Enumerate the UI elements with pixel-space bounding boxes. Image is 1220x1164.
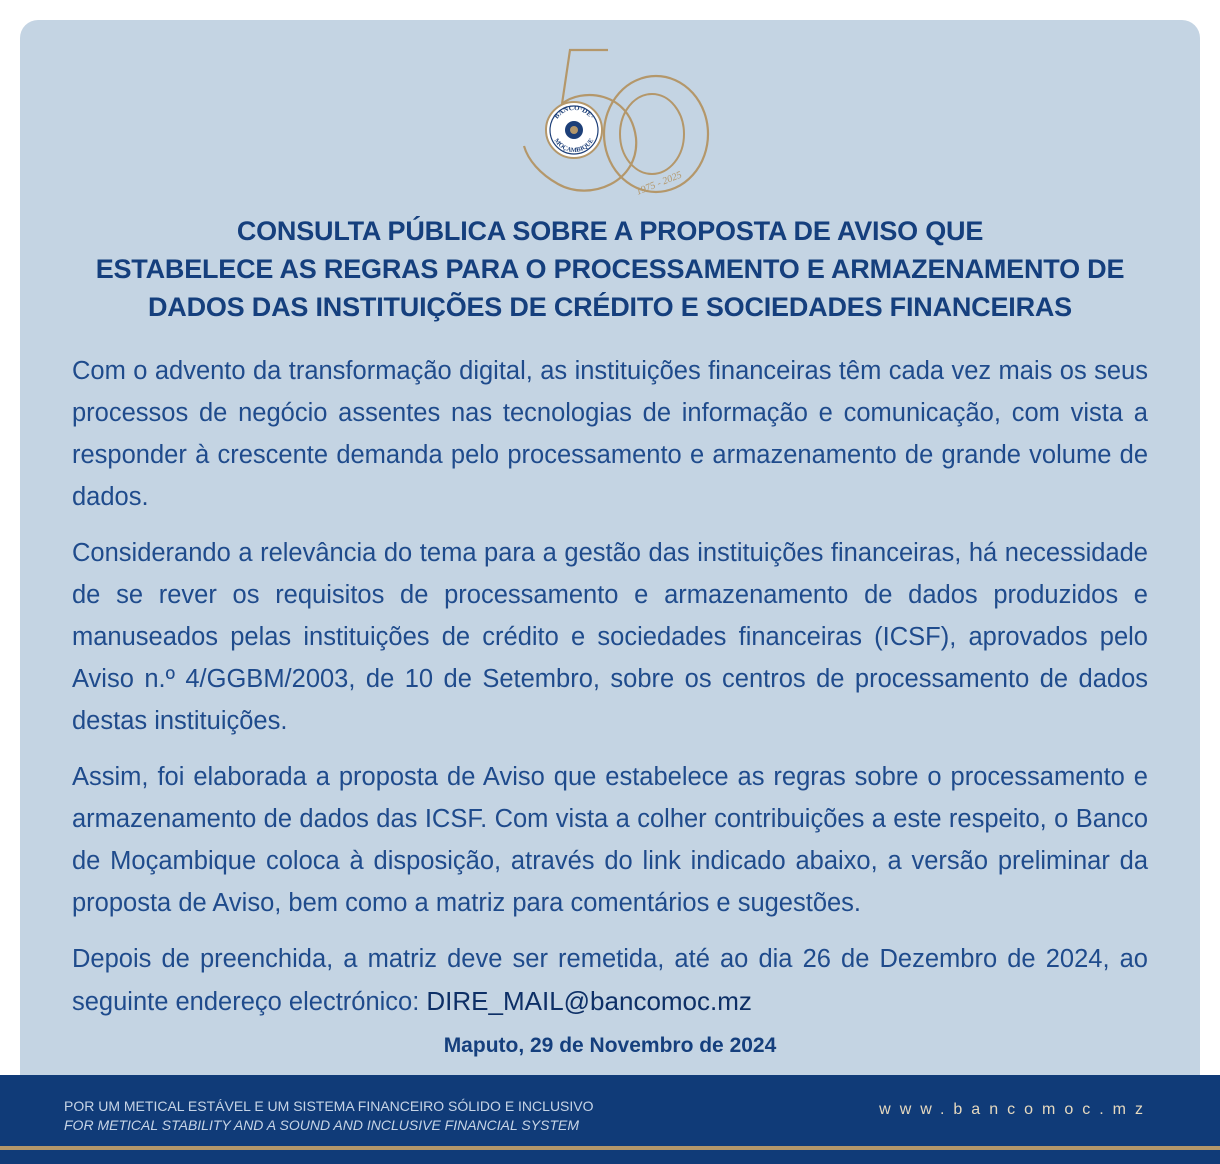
motto-portuguese: POR UM METICAL ESTÁVEL E UM SISTEMA FINANCEIRO SÓLIDO E INCLUSIVO: [64, 1098, 594, 1114]
anniversary-logo: [510, 42, 720, 202]
website-link[interactable]: www.bancomoc.mz: [879, 1101, 1152, 1118]
place-and-date: Maputo, 29 de Novembro de 2024: [443, 1034, 777, 1057]
paragraph-3: Assim, foi elaborada a proposta de Aviso que estabelece as regras sobre o processamento e armazenamento de dados das ICSF. Com vista a colher contribuições a este respeito, o Banco de Moçambique coloca à disposição, através do link indicado abaixo, a versão preliminar da proposta de Aviso, bem como a matriz para comentários e sugestões.: [72, 763, 1148, 917]
anniversary-years: 1975 - 2025: [634, 169, 684, 198]
motto-english: FOR METICAL STABILITY AND A SOUND AND INCLUSIVE FINANCIAL SYSTEM: [64, 1117, 579, 1133]
footer-gold-divider: [0, 1146, 1220, 1150]
title-line-3: DADOS DAS INSTITUIÇÕES DE CRÉDITO E SOCIEDADES FINANCEIRAS: [147, 292, 1072, 322]
email-link[interactable]: DIRE_MAIL@bancomoc.mz: [426, 986, 752, 1016]
seal-text-top: BANCO·DE·: [552, 103, 596, 121]
title-line-2: ESTABELECE AS REGRAS PARA O PROCESSAMENTO E ARMAZENAMENTO DE: [95, 254, 1125, 284]
title-line-1: CONSULTA PÚBLICA SOBRE A PROPOSTA DE AVISO QUE: [236, 216, 984, 246]
fifty-years-emblem-icon: [510, 42, 720, 202]
footer-motto: [64, 1097, 594, 1135]
page-title: [40, 212, 1180, 326]
paragraph-4: [72, 938, 1148, 1023]
paragraph-2: Considerando a relevância do tema para a gestão das instituições financeiras, há necessidade de se rever os requisitos de processamento e armazenamento de dados produzidos e manuseados pelas instituições de crédito e sociedades financeiras (ICSF), aprovados pelo Aviso n.º 4/GGBM/2003, de 10 de Setembro, sobre os centros de processamento de dados destas instituições.: [72, 539, 1148, 735]
notice-body: [72, 350, 1148, 1037]
paragraph-4-text: Depois de preenchida, a matriz deve ser remetida, até ao dia 26 de Dezembro de 2024, ao seguinte endereço electrónico:: [72, 945, 1148, 1016]
paragraph-1: Com o advento da transformação digital, as instituições financeiras têm cada vez mais os seus processos de negócio assentes nas tecnologias de informação e comunicação, com vista a responder à crescente demanda pelo processamento e armazenamento de grande volume de dados.: [72, 357, 1148, 511]
seal-text-bottom: MOÇAMBIQUE: [552, 137, 596, 155]
footer-band: [0, 1075, 1220, 1164]
